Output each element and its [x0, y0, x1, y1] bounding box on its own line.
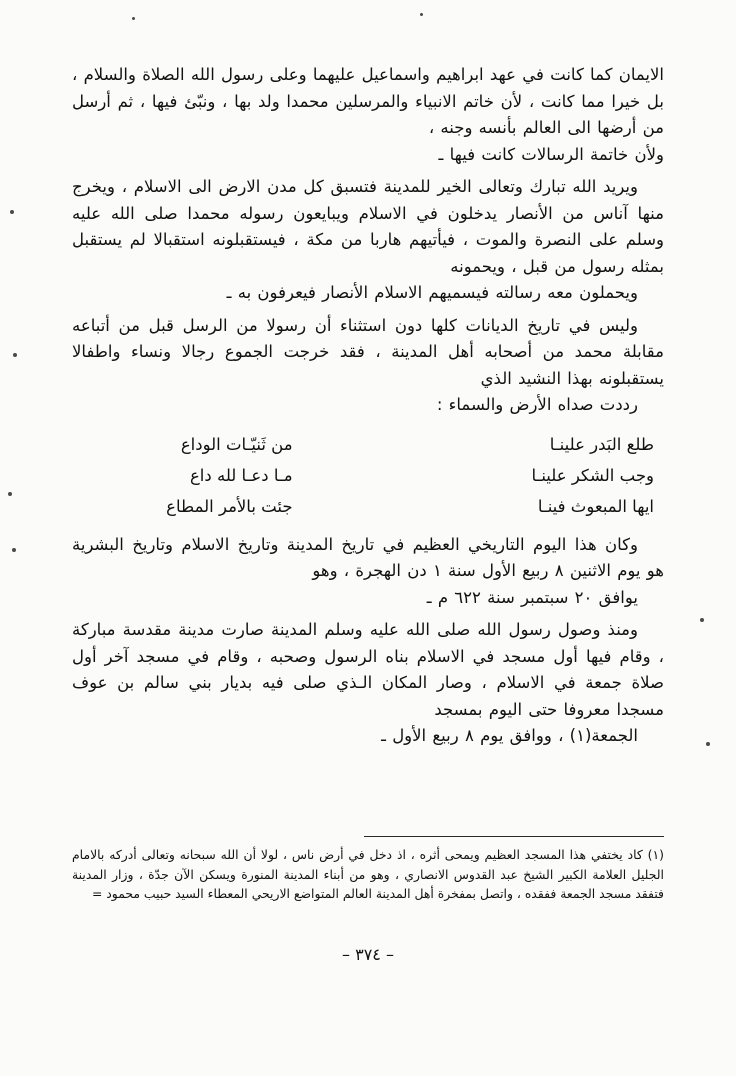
paragraph-3	[72, 313, 664, 419]
page-body	[72, 62, 664, 756]
scan-artifact	[700, 618, 704, 622]
scan-artifact	[706, 742, 710, 746]
nashid-line-3-right: ايها المبعوث فينـا	[537, 496, 654, 516]
nashid-verses	[72, 429, 664, 522]
nashid-line-2-right: وجب الشكر علينـا	[531, 465, 654, 485]
paragraph-4	[72, 532, 664, 612]
paragraph-1-last-line: ولأن خاتمة الرسالات كانت فيها ـ	[438, 144, 664, 164]
footnote-separator	[364, 836, 664, 837]
paragraph-2-last-line: ويحملون معه رسالته فيسميهم الاسلام الأنصار فيعرفون به ـ	[226, 283, 638, 302]
scan-artifact	[8, 492, 12, 496]
footnote-text: (١) كاد يختفي هذا المسجد العظيم ويمحى أثره ، اذ دخل في أرض ناس ، لولا أن الله سبحانه وتعالى أدركه بالامام الجليل العلامة الكبير الشيخ عبد القدوس الانصاري ، وهو من أبناء المدينة المنورة ويسكن الآن جدّة ، وزار المدينة فتفقد مسجد الجمعة ففقده ، واتصل بمفخرة أهل المدينة العالم المتواضع الاريحي المعطاء السيد حبيب محمود =	[72, 847, 664, 901]
paragraph-4-last-line: يوافق ٢٠ سبتمبر سنة ٦٢٢ م ـ	[426, 587, 638, 607]
nashid-line-3-left: جئت بالأمر المطاع	[166, 496, 293, 516]
nashid-line	[72, 460, 664, 491]
paragraph-4-text: وكان هذا اليوم التاريخي العظيم في تاريخ المدينة وتاريخ الاسلام وتاريخ البشرية هو يوم الاثنين ٨ ربيع الأول سنة ١ دن الهجرة ، وهو	[72, 534, 664, 580]
nashid-line-1-left: من ثَنيّـات الوداع	[180, 434, 293, 454]
nashid-line-1-right: طلع البَدر علينـا	[549, 434, 654, 454]
paragraph-5-last-line: الجمعة(١) ، ووافق يوم ٨ ربيع الأول ـ	[381, 726, 638, 745]
paragraph-2	[72, 174, 664, 307]
paragraph-3-last-line: رددت صداه الأرض والسماء :	[436, 395, 638, 414]
paragraph-3-text: وليس في تاريخ الديانات كلها دون استثناء أن رسولا من الرسل قبل من أتباعه مقابلة محمد من أصحابه أهل المدينة ، فقد خرجت الجموع رجالا ونساء واطفالا يستقبلونه بهذا النشيد الذي	[72, 315, 664, 388]
scan-artifact	[10, 210, 14, 214]
scan-artifact	[13, 353, 17, 357]
page-number: – ٣٧٤ –	[342, 945, 394, 964]
paragraph-2-text: ويريد الله تبارك وتعالى الخير للمدينة فتسبق كل مدن الارض الى الاسلام ، ويخرج منها آناس من الأنصار يدخلون في الاسلام ويبايعون رسوله محمدا صلى الله عليه وسلم على النصرة والموت ، فيأتيهم هاربا من مكة ، فيستقبلونه استقبالا لم يستقبل بمثله رسول من قبل ، ويحمونه	[72, 177, 664, 276]
paragraph-1	[72, 62, 664, 168]
paragraph-5-text: ومنذ وصول رسول الله صلى الله عليه وسلم المدينة صارت مدينة مقدسة مباركة ، وقام فيها أول مسجد في الاسلام بناه الرسول وصحبه ، وقام في مسجد آخر أول صلاة جمعة في الاسلام ، وصار المكان الـذي صلى فيه بديار بني سالم بن عوف مسجدا معروفا حتى اليوم بمسجد	[72, 620, 664, 719]
scan-artifact	[132, 17, 135, 20]
nashid-line-2-left: مـا دعـا لله داع	[189, 465, 293, 485]
nashid-line	[72, 429, 664, 460]
nashid-line	[72, 491, 664, 522]
scan-artifact	[420, 13, 423, 16]
paragraph-1-text: الايمان كما كانت في عهد ابراهيم واسماعيل عليهما وعلى رسول الله الصلاة والسلام ، بل خيرا مما كانت ، لأن خاتم الانبياء والمرسلين محمدا ولد بها ، ونبّئ فيها ، ثم أرسل من أرضها الى العالم بأنسه وجنه ،	[72, 65, 664, 137]
scan-artifact	[12, 548, 16, 552]
footnote-block	[72, 845, 664, 904]
paragraph-5	[72, 617, 664, 750]
